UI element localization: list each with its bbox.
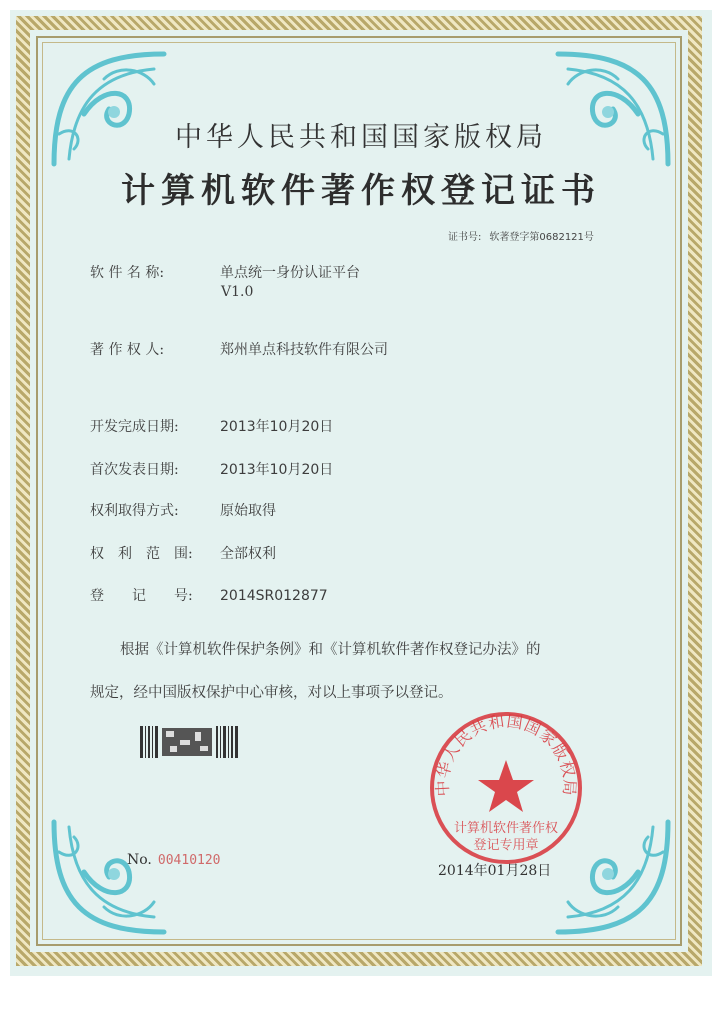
field-software-name <box>90 262 360 282</box>
field-label: 权利取得方式: <box>90 503 179 519</box>
field-value: 原始取得 <box>220 503 276 519</box>
issuer-title: 中华人民共和国国家版权局 <box>175 122 547 153</box>
barcode-icon <box>140 726 240 758</box>
field-value: 全部权利 <box>220 546 276 562</box>
field-label: 首次发表日期: <box>90 462 179 478</box>
certificate-number <box>448 228 602 243</box>
corner-ornament-icon <box>44 812 194 942</box>
field-value: 2013年10月20日 <box>220 462 334 478</box>
field-value: 郑州单点科技软件有限公司 <box>220 342 388 358</box>
field-label: 著 作 权 人: <box>90 342 165 358</box>
certificate-number-value: 软著登字第0682121号 <box>489 232 594 243</box>
field-publication-date <box>90 459 333 479</box>
certificate <box>10 10 712 976</box>
issue-date: 2014年01月28日 <box>438 863 552 879</box>
field-registration-number <box>90 585 328 605</box>
seal-outer-text: 中华人民共和国国家版权局 <box>432 711 580 797</box>
field-rights-scope <box>90 543 276 563</box>
field-completion-date <box>90 416 333 436</box>
seal-line-1: 计算机软件著作权 <box>453 821 559 836</box>
statement-line-2: 规定，经中国版权保护中心审核，对以上事项予以登记。 <box>90 685 453 701</box>
corner-ornament-icon <box>528 44 678 174</box>
field-value: 2013年10月20日 <box>220 419 334 435</box>
field-label: 开发完成日期: <box>90 419 179 435</box>
field-label: 登 记 号: <box>90 588 193 604</box>
official-seal-icon <box>428 710 584 866</box>
field-value: 单点统一身份认证平台 <box>220 265 360 281</box>
statement-line-1: 根据《计算机软件保护条例》和《计算机软件著作权登记办法》的 <box>120 642 541 658</box>
field-label: 软 件 名 称: <box>90 265 165 281</box>
field-copyright-owner <box>90 339 388 359</box>
software-version: V1.0 <box>221 284 254 300</box>
corner-ornament-icon <box>44 44 194 174</box>
serial-label: No. <box>127 852 152 868</box>
certificate-title: 计算机软件著作权登记证书 <box>121 171 601 211</box>
serial-value: 00410120 <box>157 853 221 868</box>
certificate-number-label: 证书号: <box>448 232 482 243</box>
field-value: 2014SR012877 <box>220 588 328 604</box>
field-label: 权 利 范 围: <box>90 546 193 562</box>
serial-number <box>127 852 221 868</box>
seal-line-2: 登记专用章 <box>473 838 539 853</box>
field-acquisition-method <box>90 500 276 520</box>
